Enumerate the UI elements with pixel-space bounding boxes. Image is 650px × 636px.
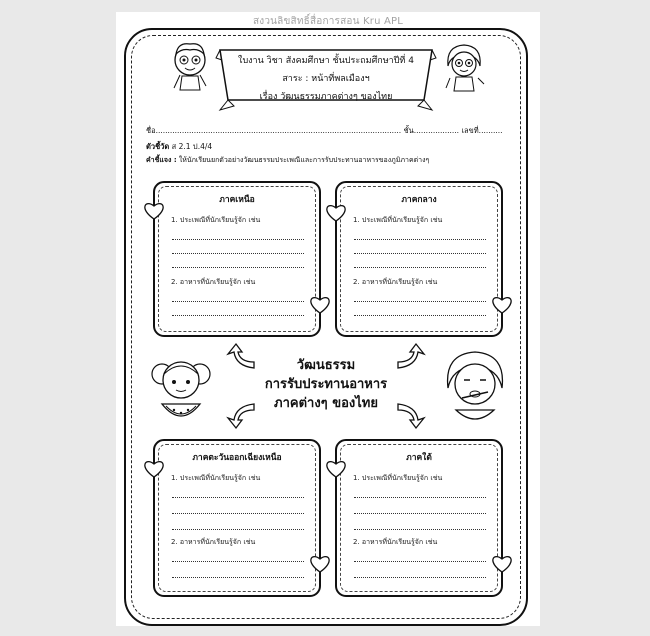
- region-card-north: [153, 181, 321, 337]
- answer-line[interactable]: [354, 513, 486, 514]
- heart-icon: [309, 554, 331, 574]
- answer-line[interactable]: [172, 315, 304, 316]
- answer-line[interactable]: [354, 315, 486, 316]
- cartoon-girl-eating-icon: [442, 348, 508, 430]
- answer-line[interactable]: [172, 577, 304, 578]
- answer-line[interactable]: [354, 253, 486, 254]
- food-question: 2. อาหารที่นักเรียนรู้จัก เช่น: [171, 278, 256, 286]
- region-title: ภาคตะวันออกเฉียงเหนือ: [192, 453, 282, 463]
- number-field[interactable]: เลขที่..........: [461, 126, 503, 135]
- heart-icon: [325, 203, 347, 223]
- heart-icon: [491, 554, 513, 574]
- heart-icon: [325, 459, 347, 479]
- instruction-text: ให้นักเรียนยกตัวอย่างวัฒนธรรมประเพณีและการรับประทานอาหารของภูมิภาคต่างๆ: [178, 156, 430, 164]
- cartoon-girl-watermelon-icon: [148, 352, 214, 430]
- region-title: ภาคเหนือ: [219, 195, 255, 205]
- answer-line[interactable]: [172, 529, 304, 530]
- tradition-question: 1. ประเพณีที่นักเรียนรู้จัก เช่น: [171, 216, 261, 224]
- food-question: 2. อาหารที่นักเรียนรู้จัก เช่น: [353, 278, 438, 286]
- answer-line[interactable]: [172, 561, 304, 562]
- center-title-line: การรับประทานอาหาร: [264, 377, 388, 392]
- name-field[interactable]: ชื่อ.......................................................................................................: [146, 126, 402, 135]
- heart-icon: [143, 201, 165, 221]
- region-card-northeast: [153, 439, 321, 597]
- heart-icon: [491, 295, 513, 315]
- answer-line[interactable]: [354, 497, 486, 498]
- region-title: ภาคกลาง: [401, 195, 437, 205]
- curved-arrow-icon: [394, 400, 428, 430]
- region-title: ภาคใต้: [406, 453, 432, 463]
- indicator-value: ส 2.1 ป.4/4: [171, 142, 213, 151]
- instruction-line: [146, 155, 429, 166]
- answer-line[interactable]: [354, 267, 486, 268]
- curved-arrow-icon: [394, 342, 428, 372]
- curved-arrow-icon: [224, 400, 258, 430]
- region-card-central: [335, 181, 503, 337]
- answer-line[interactable]: [354, 529, 486, 530]
- watermark: สงวนลิขสิทธิ์สื่อการสอน Kru APL: [252, 16, 404, 27]
- worksheet-strand: สาระ : หน้าที่พลเมืองฯ: [282, 74, 370, 84]
- indicator-label: ตัวชี้วัด: [146, 142, 170, 151]
- answer-line[interactable]: [354, 561, 486, 562]
- answer-line[interactable]: [172, 513, 304, 514]
- heart-icon: [309, 295, 331, 315]
- tradition-question: 1. ประเพณีที่นักเรียนรู้จัก เช่น: [353, 216, 443, 224]
- food-question: 2. อาหารที่นักเรียนรู้จัก เช่น: [353, 538, 438, 546]
- heart-icon: [143, 459, 165, 479]
- curved-arrow-icon: [224, 342, 258, 372]
- answer-line[interactable]: [354, 577, 486, 578]
- instruction-label: คำชี้แจง :: [146, 156, 177, 164]
- cartoon-boy-icon: [168, 40, 214, 92]
- worksheet-page: [116, 12, 540, 626]
- worksheet-title: ใบงาน วิชา สังคมศึกษา ชั้นประถมศึกษาปีที่ 4: [238, 56, 414, 66]
- answer-line[interactable]: [172, 253, 304, 254]
- answer-line[interactable]: [354, 301, 486, 302]
- cartoon-girl-icon: [442, 40, 488, 92]
- center-title: [256, 356, 396, 413]
- header-banner: [214, 48, 438, 112]
- center-title-line: วัฒนธรรม: [296, 358, 356, 373]
- answer-line[interactable]: [172, 267, 304, 268]
- worksheet-topic: เรื่อง วัฒนธรรมภาคต่างๆ ของไทย: [259, 92, 393, 102]
- answer-line[interactable]: [172, 497, 304, 498]
- class-field[interactable]: ชั้น...................: [403, 126, 460, 135]
- answer-line[interactable]: [172, 239, 304, 240]
- region-card-south: [335, 439, 503, 597]
- answer-line[interactable]: [354, 239, 486, 240]
- answer-line[interactable]: [172, 301, 304, 302]
- student-info-fields: [146, 125, 516, 137]
- tradition-question: 1. ประเพณีที่นักเรียนรู้จัก เช่น: [353, 474, 443, 482]
- center-title-line: ภาคต่างๆ ของไทย: [274, 396, 378, 411]
- indicator-line: [146, 141, 212, 153]
- tradition-question: 1. ประเพณีที่นักเรียนรู้จัก เช่น: [171, 474, 261, 482]
- food-question: 2. อาหารที่นักเรียนรู้จัก เช่น: [171, 538, 256, 546]
